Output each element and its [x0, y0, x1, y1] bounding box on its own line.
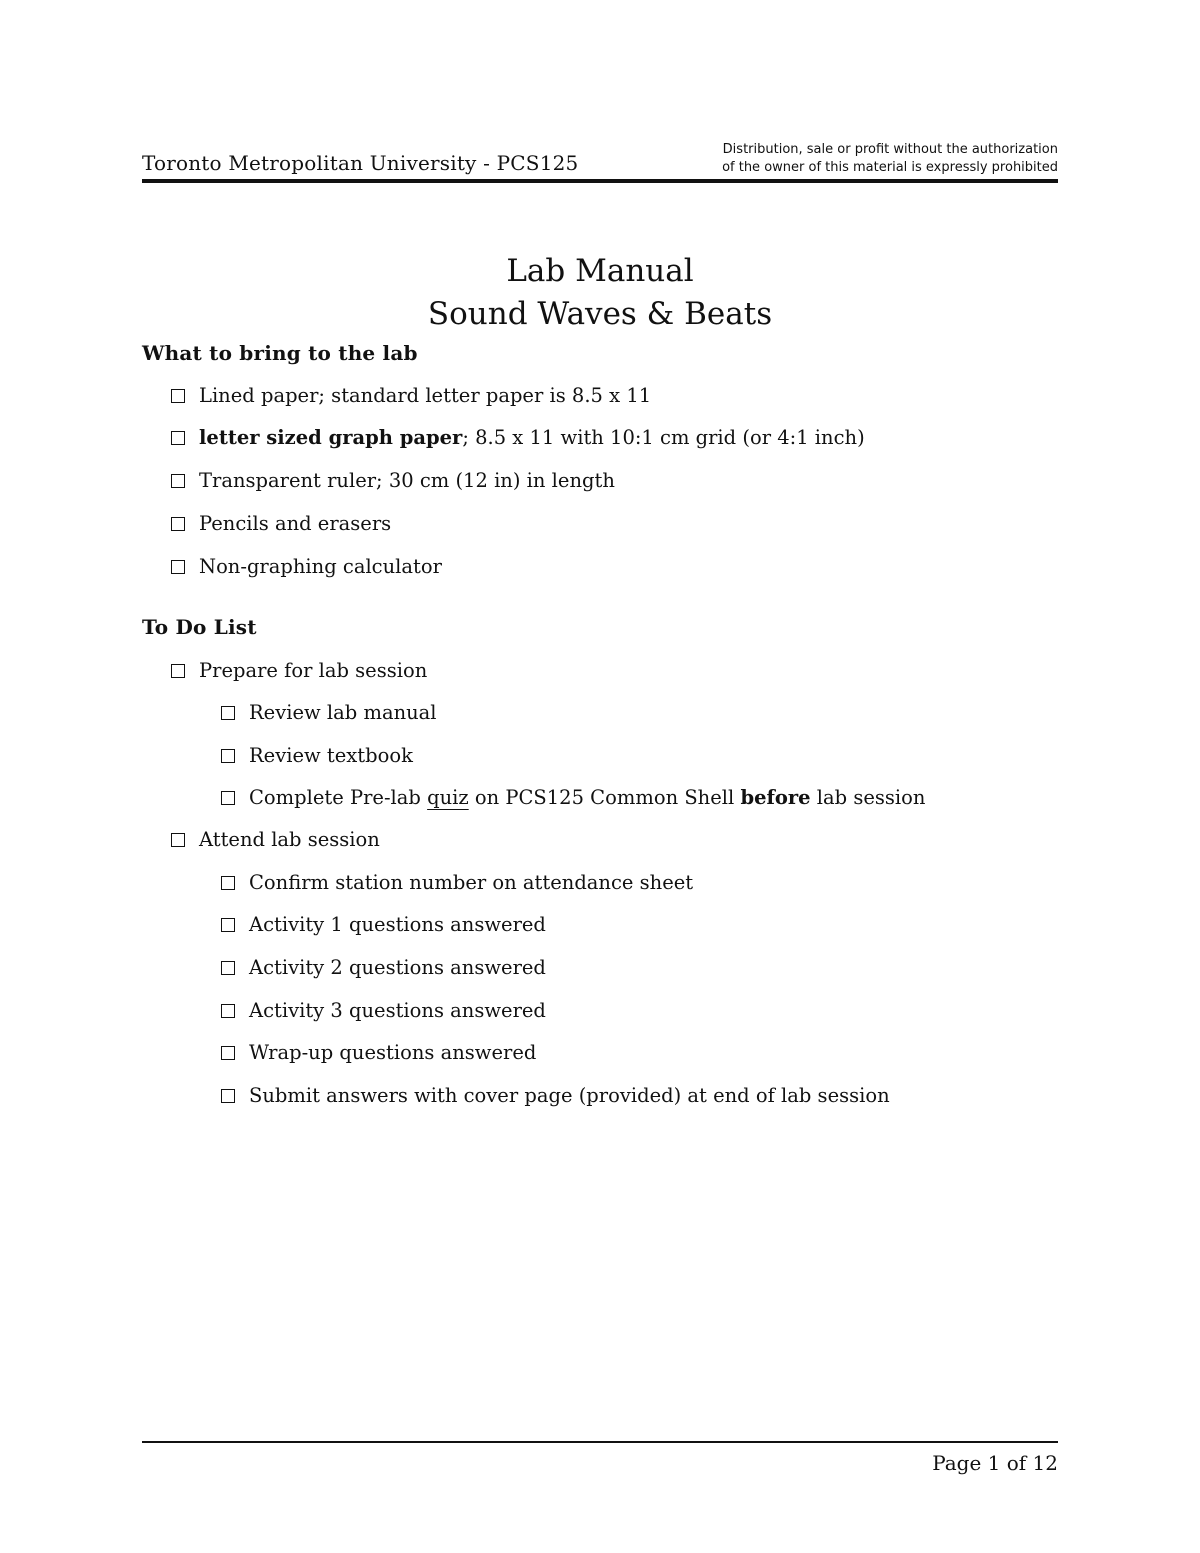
list-item — [171, 659, 427, 682]
checkbox[interactable] — [171, 389, 185, 403]
checkbox[interactable] — [171, 431, 185, 445]
checkbox[interactable] — [221, 791, 235, 805]
item-text: Lined paper; standard letter paper is 8.5 x 11 — [199, 384, 652, 407]
document-title — [0, 250, 1200, 336]
item-bold-text: before — [740, 786, 811, 809]
item-text: Attend lab session — [199, 828, 380, 851]
checkbox[interactable] — [221, 1004, 235, 1018]
list-item — [221, 1084, 890, 1107]
checkbox[interactable] — [171, 664, 185, 678]
list-item — [221, 913, 546, 936]
item-text: Transparent ruler; 30 cm (12 in) in length — [199, 469, 615, 492]
checkbox[interactable] — [221, 1089, 235, 1103]
list-item — [221, 1041, 536, 1064]
item-text: Confirm station number on attendance sheet — [249, 871, 694, 894]
item-text: Wrap-up questions answered — [249, 1041, 537, 1064]
list-item — [221, 744, 413, 767]
list-item — [221, 786, 925, 809]
item-text: Review lab manual — [249, 701, 437, 724]
list-item — [171, 384, 651, 407]
list-item — [221, 871, 693, 894]
list-item — [171, 469, 615, 492]
item-text: Non-graphing calculator — [199, 555, 442, 578]
item-text: on PCS125 Common Shell — [468, 786, 741, 809]
item-text: Prepare for lab session — [199, 659, 428, 682]
title-line-2: Sound Waves & Beats — [427, 296, 773, 332]
todo-heading: To Do List — [142, 615, 257, 639]
header-copyright-notice — [722, 141, 1058, 177]
header-rule — [142, 179, 1058, 183]
checkbox[interactable] — [171, 833, 185, 847]
footer-rule — [142, 1441, 1058, 1443]
checkbox[interactable] — [171, 517, 185, 531]
list-item — [221, 956, 546, 979]
item-text: Activity 1 questions answered — [249, 913, 546, 936]
item-bold-text: letter sized graph paper — [199, 426, 463, 449]
list-item — [171, 426, 865, 449]
checkbox[interactable] — [221, 706, 235, 720]
item-text: Submit answers with cover page (provided) at end of lab session — [249, 1084, 890, 1107]
checkbox[interactable] — [221, 1046, 235, 1060]
item-text: ; 8.5 x 11 with 10:1 cm grid (or 4:1 inch) — [462, 426, 865, 449]
list-item — [171, 512, 391, 535]
item-text: Review textbook — [249, 744, 413, 767]
title-line-1: Lab Manual — [506, 253, 694, 289]
list-item — [171, 555, 442, 578]
checkbox[interactable] — [221, 876, 235, 890]
item-text: Activity 3 questions answered — [249, 999, 546, 1022]
quiz-link[interactable]: quiz — [427, 786, 469, 809]
copyright-line-2: of the owner of this material is expressly prohibited — [722, 160, 1058, 175]
item-text: Complete Pre-lab — [249, 786, 428, 809]
checkbox[interactable] — [221, 749, 235, 763]
list-item — [221, 999, 546, 1022]
copyright-line-1: Distribution, sale or profit without the authorization — [722, 142, 1058, 157]
checkbox[interactable] — [171, 560, 185, 574]
list-item — [221, 701, 437, 724]
page-number: Page 1 of 12 — [932, 1451, 1058, 1475]
item-text: Activity 2 questions answered — [249, 956, 546, 979]
bring-heading: What to bring to the lab — [142, 341, 418, 365]
checkbox[interactable] — [221, 961, 235, 975]
item-text: lab session — [810, 786, 926, 809]
header-institution: Toronto Metropolitan University - PCS125 — [142, 151, 579, 175]
list-item — [171, 828, 380, 851]
page-header — [142, 138, 1058, 186]
item-text: Pencils and erasers — [199, 512, 392, 535]
checkbox[interactable] — [171, 474, 185, 488]
checkbox[interactable] — [221, 918, 235, 932]
